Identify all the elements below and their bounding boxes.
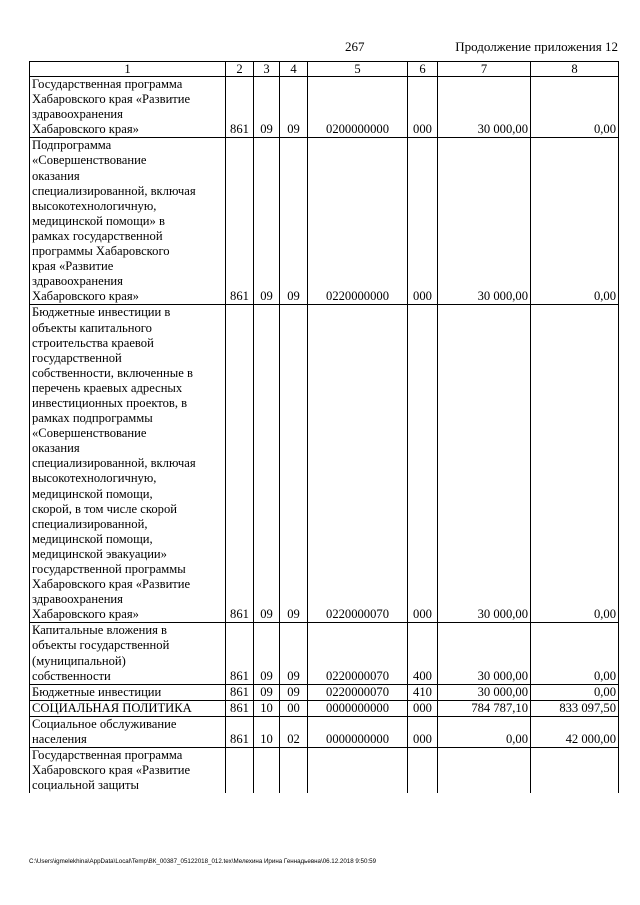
subsection-cell: 09: [280, 305, 308, 623]
expense-type-cell: 000: [408, 138, 438, 305]
amount-1-cell: [438, 748, 531, 794]
section-cell: 10: [254, 716, 280, 747]
target-article-cell: 0220000000: [308, 138, 408, 305]
target-article-cell: 0200000000: [308, 77, 408, 138]
section-cell: 09: [254, 623, 280, 684]
file-path-footer: C:\Users\igmelekhina\AppData\Local\Temp\ВК_00387_05122018_012.tex\Мелехина Ирина Геннадьевна\06.12.2018 9:50:59: [29, 858, 377, 865]
table-row: [30, 138, 619, 305]
target-article-cell: 0000000000: [308, 700, 408, 716]
target-article-cell: 0000000000: [308, 716, 408, 747]
table-row: [30, 748, 619, 794]
row-name-cell: [30, 305, 226, 623]
row-name-cell: [30, 716, 226, 747]
expense-type-cell: [408, 748, 438, 794]
amount-2-cell: 42 000,00: [531, 716, 619, 747]
target-article-cell: 0220000070: [308, 305, 408, 623]
row-name: Государственная программа Хабаровского края «Развитие здравоохранения Хабаровского края»: [32, 77, 191, 137]
row-name: СОЦИАЛЬНАЯ ПОЛИТИКА: [32, 700, 192, 715]
row-name: Подпрограмма «Совершенствование оказания специализированной, включая высокотехнологичную, медицинской помощи» в рамках государственной программы Хабаровского края «Развитие здравоохранения Хабаровского края»: [32, 138, 196, 304]
grbs-cell: 861: [226, 700, 254, 716]
grbs-cell: 861: [226, 305, 254, 623]
subsection-cell: 00: [280, 700, 308, 716]
amount-1-cell: 0,00: [438, 716, 531, 747]
target-article-cell: 0220000070: [308, 684, 408, 700]
subsection-cell: 09: [280, 684, 308, 700]
target-article-cell: [308, 748, 408, 794]
row-name: Государственная программа Хабаровского края «Развитие социальной защиты: [32, 748, 191, 793]
column-header: 5: [308, 62, 408, 77]
row-name-cell: [30, 138, 226, 305]
expense-type-cell: 000: [408, 77, 438, 138]
budget-table: [29, 61, 619, 793]
subsection-cell: 02: [280, 716, 308, 747]
amount-2-cell: [531, 748, 619, 794]
amount-2-cell: 0,00: [531, 138, 619, 305]
table-row: [30, 623, 619, 684]
table-row: [30, 716, 619, 747]
target-article-cell: 0220000070: [308, 623, 408, 684]
amount-1-cell: 30 000,00: [438, 623, 531, 684]
column-header: 2: [226, 62, 254, 77]
amount-1-cell: 30 000,00: [438, 138, 531, 305]
column-header: 4: [280, 62, 308, 77]
amount-2-cell: 0,00: [531, 77, 619, 138]
subsection-cell: 09: [280, 138, 308, 305]
subsection-cell: 09: [280, 623, 308, 684]
grbs-cell: 861: [226, 716, 254, 747]
column-header: 6: [408, 62, 438, 77]
section-cell: 10: [254, 700, 280, 716]
section-cell: 09: [254, 684, 280, 700]
table-row: [30, 305, 619, 623]
expense-type-cell: 410: [408, 684, 438, 700]
row-name-cell: [30, 77, 226, 138]
amount-2-cell: 0,00: [531, 684, 619, 700]
column-header: 3: [254, 62, 280, 77]
expense-type-cell: 000: [408, 700, 438, 716]
table-row: [30, 77, 619, 138]
amount-2-cell: 0,00: [531, 623, 619, 684]
row-name: Бюджетные инвестиции в объекты капитального строительства краевой государственной собственности, включенные в перечень краевых адресных инвестиционных проектов, в рамках подпрограммы «Совершенствование оказания специализированной, включая высокотехнологичную, медицинской помощи, скорой, в том числе скорой специализированной, медицинской помощи, медицинской эвакуации» государственной программы Хабаровского края «Развитие здравоохранения Хабаровского края»: [32, 305, 196, 622]
section-cell: [254, 748, 280, 794]
row-name-cell: [30, 748, 226, 794]
section-cell: 09: [254, 77, 280, 138]
grbs-cell: 861: [226, 684, 254, 700]
column-header: 8: [531, 62, 619, 77]
row-name-cell: [30, 684, 226, 700]
table-row: [30, 684, 619, 700]
amount-2-cell: 0,00: [531, 305, 619, 623]
table-row: [30, 700, 619, 716]
column-header: 7: [438, 62, 531, 77]
expense-type-cell: 400: [408, 623, 438, 684]
grbs-cell: [226, 748, 254, 794]
column-header: 1: [30, 62, 226, 77]
page-number: 267: [345, 39, 365, 54]
row-name: Социальное обслуживание населения: [32, 716, 177, 747]
table-header-row: [30, 62, 619, 77]
grbs-cell: 861: [226, 138, 254, 305]
section-cell: 09: [254, 138, 280, 305]
amount-1-cell: 30 000,00: [438, 684, 531, 700]
row-name: Бюджетные инвестиции: [32, 684, 162, 699]
section-cell: 09: [254, 305, 280, 623]
subsection-cell: 09: [280, 77, 308, 138]
grbs-cell: 861: [226, 77, 254, 138]
grbs-cell: 861: [226, 623, 254, 684]
appendix-caption: Продолжение приложения 12: [455, 39, 618, 54]
row-name: Капитальные вложения в объекты государственной (муниципальной) собственности: [32, 623, 170, 683]
row-name-cell: [30, 623, 226, 684]
expense-type-cell: 000: [408, 305, 438, 623]
row-name-cell: [30, 700, 226, 716]
amount-1-cell: 30 000,00: [438, 77, 531, 138]
amount-1-cell: 784 787,10: [438, 700, 531, 716]
amount-1-cell: 30 000,00: [438, 305, 531, 623]
expense-type-cell: 000: [408, 716, 438, 747]
amount-2-cell: 833 097,50: [531, 700, 619, 716]
subsection-cell: [280, 748, 308, 794]
